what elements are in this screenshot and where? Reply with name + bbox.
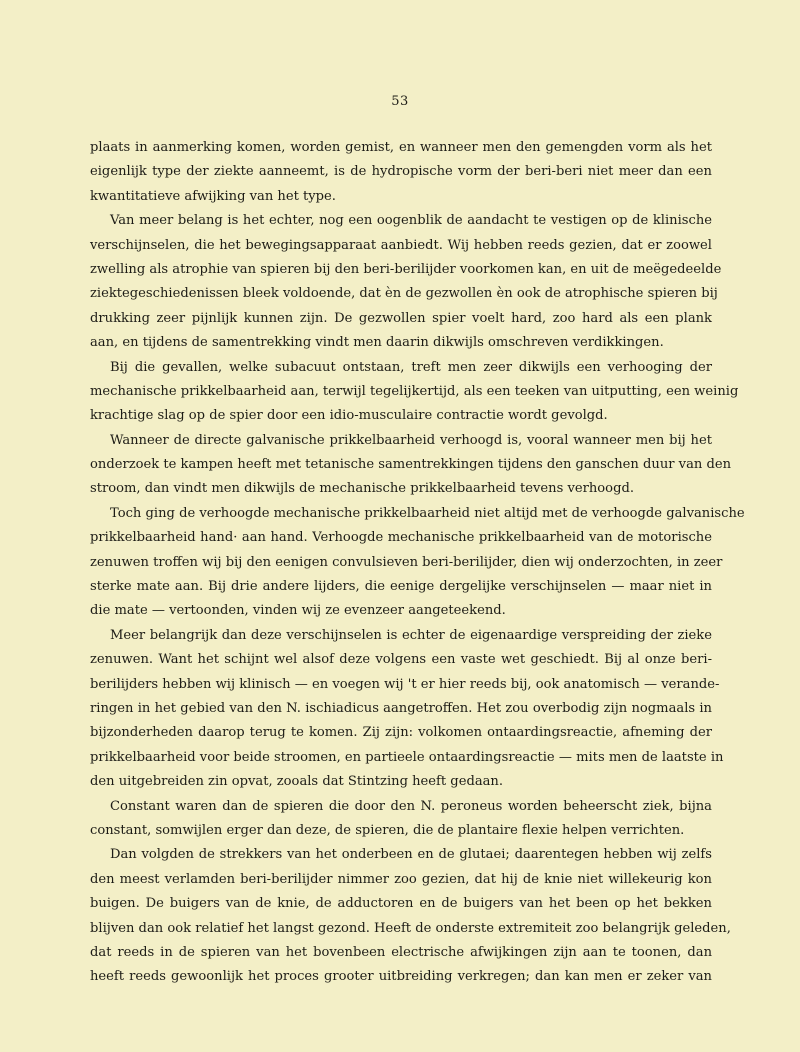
text-line: blijven dan ook relatief het langst gezond. Heeft de onderste extremiteit zoo belangrijk geleden, xyxy=(90,920,731,936)
paragraph xyxy=(90,136,712,209)
paragraph xyxy=(90,624,724,795)
text-line: Constant waren dan de spieren die door den N. peroneus worden beheerscht ziek, bijna xyxy=(110,798,712,814)
text-line: Dan volgden de strekkers van het onderbeen en de glutaei; daarentegen hebben wij zelfs xyxy=(110,847,712,863)
text-line: prikkelbaarheid hand· aan hand. Verhoogde mechanische prikkelbaarheid van de motorische xyxy=(90,530,712,546)
paragraph xyxy=(90,429,732,502)
text-line: verschijnselen, die het bewegingsapparaat aanbiedt. Wij hebben reeds gezien, dat er zoowel xyxy=(90,237,712,253)
text-line: Wanneer de directe galvanische prikkelbaarheid verhoogd is, vooral wanneer men bij het xyxy=(110,432,712,448)
text-line: Meer belangrijk dan deze verschijnselen is echter de eigenaardige verspreiding der zieke xyxy=(110,627,712,643)
text-line: aan, en tijdens de samentrekking vindt men daarin dikwijls omschreven verdikkingen. xyxy=(90,335,664,351)
text-line: plaats in aanmerking komen, worden gemist, en wanneer men den gemengden vorm als het xyxy=(90,140,712,155)
text-line: krachtige slag op de spier door een idio-musculaire contractie wordt gevolgd. xyxy=(90,408,608,424)
text-line: Bij die gevallen, welke subacuut ontstaan, treft men zeer dikwijls een verhooging der xyxy=(110,359,712,375)
text-line: zwelling als atrophie van spieren bij den beri-berilijder voorkomen kan, en uit de meëgedeelde xyxy=(90,261,722,277)
page-number: 53 xyxy=(391,94,409,109)
paragraph xyxy=(90,209,722,355)
text-line: den uitgebreiden zin opvat, zooals dat Stintzing heeft gedaan. xyxy=(90,774,504,790)
paragraph xyxy=(90,843,731,989)
text-line: ringen in het gebied van den N. ischiadicus aangetroffen. Het zou overbodig zijn nogmaals in xyxy=(90,700,712,716)
text-line: dat reeds in de spieren van het bovenbeen electrische afwijkingen zijn aan te toonen, dan xyxy=(90,944,712,960)
text-line: heeft reeds gewoonlijk het proces grooter uitbreiding verkregen; dan kan men er zeker van xyxy=(90,969,712,985)
text-line: berilijders hebben wij klinisch — en voegen wij 't er hier reeds bij, ook anatomisch — verande- xyxy=(90,676,720,692)
body-text xyxy=(90,136,745,990)
text-line: constant, somwijlen erger dan deze, de spieren, die de plantaire flexie helpen verrichten. xyxy=(90,822,685,838)
text-line: mechanische prikkelbaarheid aan, terwijl tegelijkertijd, als een teeken van uitputting, een weinig xyxy=(90,383,739,399)
text-line: eigenlijk type der ziekte aanneemt, is de hydropische vorm der beri-beri niet meer dan een xyxy=(90,164,712,180)
text-line: den meest verlamden beri-berilijder nimmer zoo gezien, dat hij de knie niet willekeurig kon xyxy=(90,871,712,887)
paragraph xyxy=(90,356,739,429)
paragraph xyxy=(90,795,712,844)
text-line: zenuwen troffen wij bij den eenigen convulsieven beri-berilijder, dien wij onderzochten, in zeer xyxy=(90,554,723,570)
text-line: ziektegeschiedenissen bleek voldoende, dat èn de gezwollen èn ook de atrophische spieren bij xyxy=(90,286,718,302)
text-line: bijzonderheden daarop terug te komen. Zij zijn: volkomen ontaardingsreactie, afneming der xyxy=(90,725,712,741)
text-line: onderzoek te kampen heeft met tetanische samentrekkingen tijdens den ganschen duur van den xyxy=(90,457,732,473)
text-line: sterke mate aan. Bij drie andere lijders, die eenige dergelijke verschijnselen — maar niet in xyxy=(90,579,712,595)
paragraph xyxy=(90,502,745,624)
text-line: buigen. De buigers van de knie, de adductoren en de buigers van het been op het bekken xyxy=(90,896,712,912)
text-line: die mate — vertoonden, vinden wij ze evenzeer aangeteekend. xyxy=(90,603,506,619)
text-line: kwantitatieve afwijking van het type. xyxy=(90,188,336,204)
text-line: Toch ging de verhoogde mechanische prikkelbaarheid niet altijd met de verhoogde galvanische xyxy=(110,505,745,521)
text-line: zenuwen. Want het schijnt wel alsof deze volgens een vaste wet geschiedt. Bij al onze beri- xyxy=(90,652,712,668)
text-line: stroom, dan vindt men dikwijls de mechanische prikkelbaarheid tevens verhoogd. xyxy=(90,481,634,497)
text-line: drukking zeer pijnlijk kunnen zijn. De gezwollen spier voelt hard, zoo hard als een plank xyxy=(90,310,712,326)
text-line: prikkelbaarheid voor beide stroomen, en partieele ontaardingsreactie — mits men de laatste in xyxy=(90,749,724,765)
text-line: Van meer belang is het echter, nog een oogenblik de aandacht te vestigen op de klinische xyxy=(110,213,712,229)
